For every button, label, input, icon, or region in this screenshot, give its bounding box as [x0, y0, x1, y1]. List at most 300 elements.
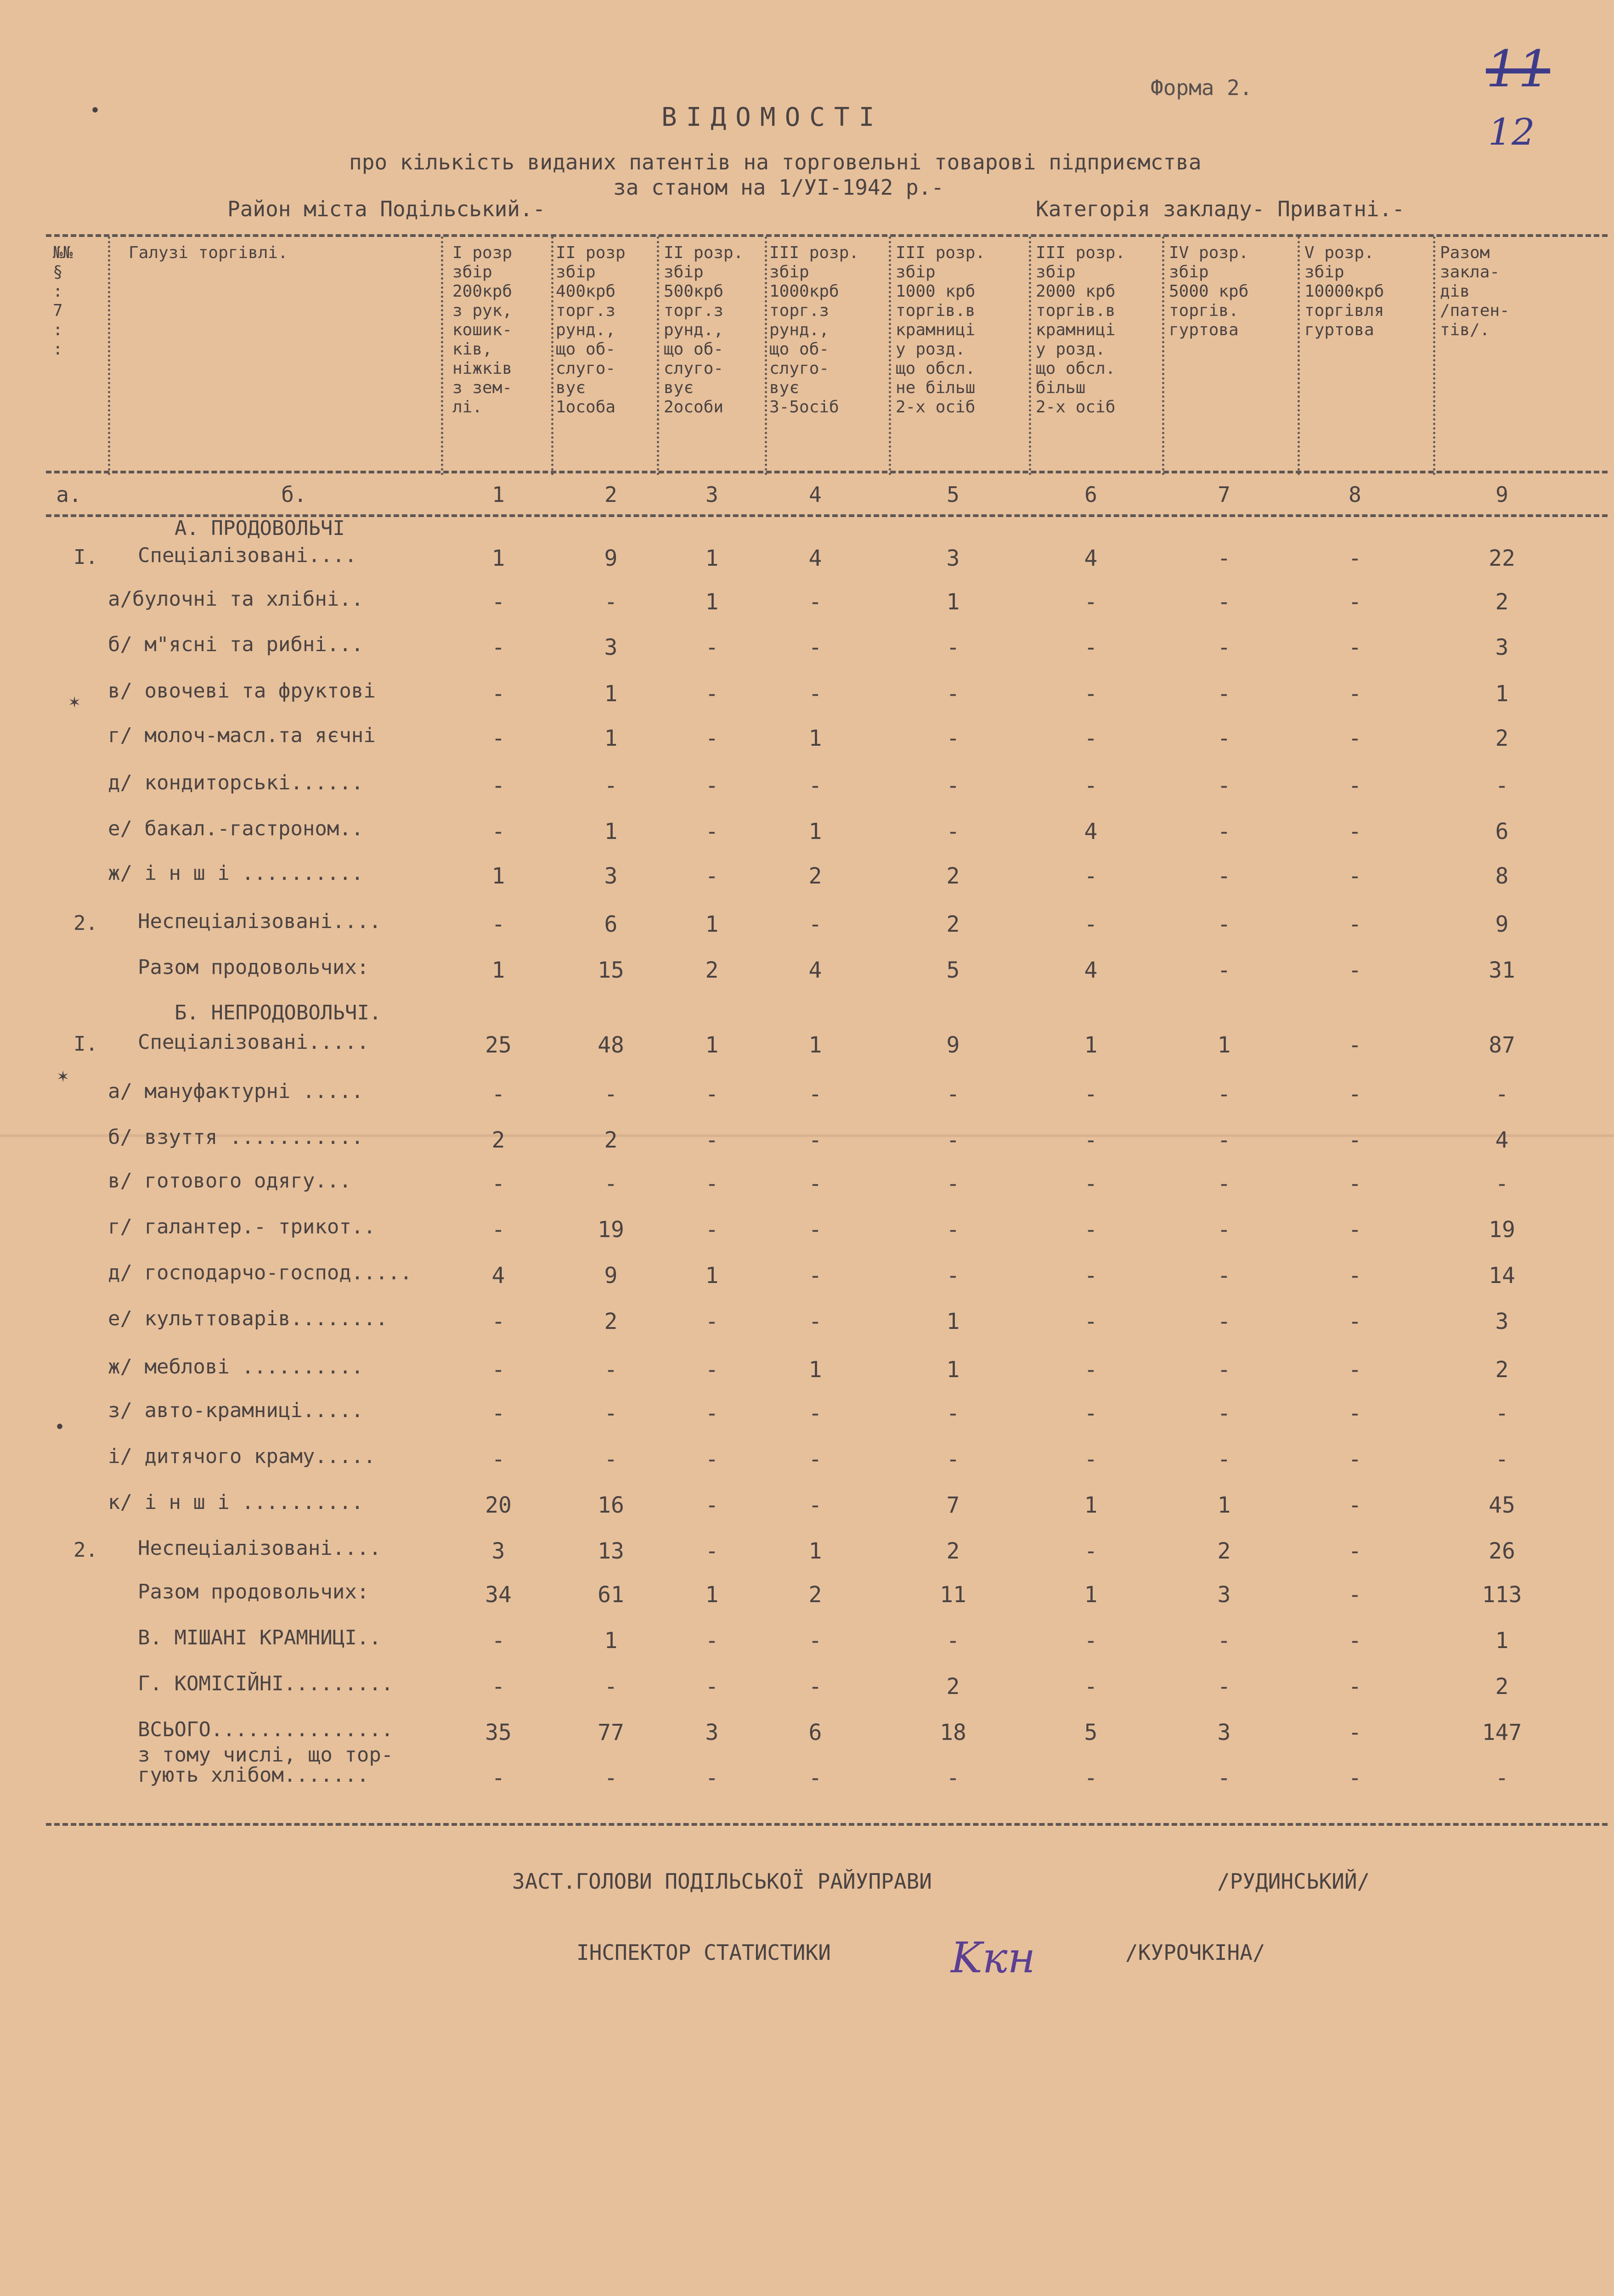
table-cell: - — [808, 773, 822, 799]
table-cell: 2 — [946, 1674, 960, 1699]
table-cell: - — [1348, 681, 1362, 707]
table-cell: 9 — [604, 546, 618, 571]
section-heading: А. ПРОДОВОЛЬЧІ — [175, 517, 345, 540]
table-cell: - — [1084, 1309, 1098, 1334]
table-cell: 11 — [940, 1582, 966, 1608]
table-cell: - — [1217, 1127, 1231, 1153]
row-number: 2. — [73, 1538, 98, 1562]
column-divider — [441, 236, 443, 475]
table-cell: - — [491, 1357, 505, 1383]
table-cell: 34 — [485, 1582, 512, 1608]
table-cell: 2 — [491, 1127, 505, 1153]
table-cell: 1 — [705, 1263, 719, 1289]
table-cell: - — [1084, 1674, 1098, 1699]
table-cell: - — [1084, 1628, 1098, 1654]
table-cell: - — [705, 1401, 719, 1426]
district-label: Район міста Подільський.- — [227, 197, 546, 221]
table-cell: - — [604, 1401, 618, 1426]
document-title: ВІДОМОСТІ — [661, 102, 884, 132]
row-label: ж/ меблові .......... — [108, 1355, 364, 1379]
table-cell: - — [1217, 1263, 1231, 1289]
table-cell: 14 — [1489, 1263, 1515, 1289]
table-cell: - — [705, 1628, 719, 1654]
ink-mark: ✶ — [57, 1065, 69, 1086]
table-cell: - — [604, 1765, 618, 1791]
table-cell: 5 — [1084, 1720, 1098, 1745]
table-cell: 2 — [604, 1309, 618, 1334]
signature-title-1: ЗАСТ.ГОЛОВИ ПОДІЛЬСЬКОЇ РАЙУПРАВИ — [512, 1869, 932, 1894]
ink-mark: ✶ — [69, 691, 80, 712]
page-number-crossed: 11 — [1486, 39, 1550, 98]
table-cell: - — [491, 1081, 505, 1107]
table-cell: - — [1084, 1765, 1098, 1791]
table-cell: 1 — [1084, 1492, 1098, 1518]
table-cell: - — [491, 681, 505, 707]
table-cell: - — [946, 1171, 960, 1197]
signature-name-2: /КУРОЧКІНА/ — [1125, 1940, 1265, 1965]
table-cell: - — [705, 819, 719, 844]
table-cell: - — [705, 773, 719, 799]
table-cell: 1 — [604, 819, 618, 844]
table-cell: 7 — [946, 1492, 960, 1518]
row-label: в/ готового одягу... — [108, 1169, 351, 1193]
column-divider — [1298, 236, 1300, 475]
table-cell: - — [1217, 1674, 1231, 1699]
table-cell: - — [1084, 1171, 1098, 1197]
table-cell: 1 — [604, 1628, 618, 1654]
column-number: 9 — [1495, 482, 1508, 507]
row-label: д/ господарчо-господ..... — [108, 1261, 412, 1284]
table-cell: 3 — [1217, 1582, 1231, 1608]
table-cell: 1 — [808, 1032, 822, 1058]
table-cell: - — [946, 1401, 960, 1426]
table-cell: - — [946, 726, 960, 751]
table-cell: - — [1217, 1401, 1231, 1426]
table-cell: 61 — [598, 1582, 624, 1608]
row-label: Разом продовольчих: — [138, 956, 369, 979]
table-cell: - — [808, 1492, 822, 1518]
row-label: б/ взуття ........... — [108, 1125, 364, 1149]
signature-title-2: ІНСПЕКТОР СТАТИСТИКИ — [576, 1940, 831, 1965]
table-cell: 2 — [1495, 1357, 1509, 1383]
row-label: Спеціалізовані.... — [138, 544, 357, 567]
table-cell: 1 — [705, 1032, 719, 1058]
signature-name-1: /РУДИНСЬКИЙ/ — [1217, 1869, 1370, 1894]
table-cell: 3 — [1217, 1720, 1231, 1745]
column-divider — [551, 236, 553, 475]
table-cell: 1 — [946, 1357, 960, 1383]
column-divider — [889, 236, 891, 475]
table-cell: - — [1084, 1446, 1098, 1472]
table-cell: - — [808, 1628, 822, 1654]
table-cell: - — [1348, 819, 1362, 844]
table-cell: 2 — [1495, 726, 1509, 751]
row-label: ж/ і н ш і .......... — [108, 861, 364, 885]
table-cell: - — [808, 1674, 822, 1699]
table-cell: - — [491, 1674, 505, 1699]
table-cell: - — [705, 1217, 719, 1243]
row-label: а/ мануфактурні ..... — [108, 1080, 364, 1103]
ink-speck: • — [90, 100, 101, 121]
table-cell: 15 — [598, 957, 624, 983]
column-header: №№ § : 7 : : — [53, 243, 73, 359]
table-cell: - — [604, 773, 618, 799]
table-cell: 3 — [604, 635, 618, 660]
table-cell: - — [491, 1401, 505, 1426]
table-cell: - — [1217, 1446, 1231, 1472]
table-cell: - — [604, 1357, 618, 1383]
table-cell: - — [1084, 726, 1098, 751]
table-bottom-rule — [46, 1823, 1608, 1826]
row-label: е/ культтоварів........ — [108, 1307, 388, 1330]
table-cell: - — [705, 1309, 719, 1334]
table-cell: 8 — [1495, 863, 1509, 889]
column-number: 4 — [809, 482, 822, 507]
table-cell: - — [604, 1081, 618, 1107]
table-cell: - — [1084, 589, 1098, 615]
table-cell: 1 — [604, 681, 618, 707]
row-number: 2. — [73, 912, 98, 935]
table-cell: 2 — [946, 912, 960, 937]
table-cell: - — [1348, 635, 1362, 660]
table-cell: 1 — [808, 1357, 822, 1383]
table-cell: 6 — [808, 1720, 822, 1745]
column-number: б. — [281, 482, 307, 507]
table-cell: - — [1084, 681, 1098, 707]
table-cell: 87 — [1489, 1032, 1515, 1058]
table-cell: - — [808, 681, 822, 707]
column-header: III розр. збір 1000крб торг.з рунд., що об- слуго- вує 3-5осіб — [769, 243, 859, 416]
table-cell: - — [1348, 1357, 1362, 1383]
table-cell: - — [705, 1674, 719, 1699]
table-cell: 77 — [598, 1720, 624, 1745]
document-subtitle: про кількість виданих патентів на торговельні товарові підприємства — [349, 150, 1202, 174]
table-cell: - — [1348, 546, 1362, 571]
table-cell: - — [1084, 1401, 1098, 1426]
column-header: IV розр. збір 5000 крб торгів. гуртова — [1169, 243, 1249, 339]
form-label: Форма 2. — [1151, 75, 1253, 100]
table-cell: - — [1348, 1446, 1362, 1472]
table-cell: 147 — [1482, 1720, 1522, 1745]
column-divider — [657, 236, 659, 475]
column-number: 1 — [492, 482, 505, 507]
table-cell: 25 — [485, 1032, 512, 1058]
table-cell: 2 — [1495, 589, 1509, 615]
table-cell: - — [604, 1674, 618, 1699]
row-label: Спеціалізовані..... — [138, 1030, 369, 1054]
table-cell: - — [808, 1171, 822, 1197]
table-cell: - — [1348, 1309, 1362, 1334]
table-cell: - — [705, 1492, 719, 1518]
table-cell: 113 — [1482, 1582, 1522, 1608]
table-cell: 4 — [808, 957, 822, 983]
table-cell: - — [946, 681, 960, 707]
table-cell: - — [1217, 912, 1231, 937]
table-cell: 4 — [1495, 1127, 1509, 1153]
table-cell: - — [946, 1765, 960, 1791]
column-number: 5 — [947, 482, 959, 507]
table-cell: 35 — [485, 1720, 512, 1745]
table-cell: 1 — [491, 957, 505, 983]
table-cell: - — [1217, 546, 1231, 571]
table-cell: - — [1217, 1357, 1231, 1383]
row-label: д/ кондиторські...... — [108, 771, 364, 794]
table-cell: - — [1217, 957, 1231, 983]
table-cell: - — [1217, 773, 1231, 799]
table-cell: - — [1084, 863, 1098, 889]
table-cell: - — [808, 589, 822, 615]
table-cell: 31 — [1489, 957, 1515, 983]
table-cell: 1 — [705, 1582, 719, 1608]
table-cell: - — [808, 1401, 822, 1426]
column-divider — [1162, 236, 1164, 475]
document-date: за станом на 1/УІ-1942 р.- — [613, 175, 944, 200]
table-cell: 19 — [598, 1217, 624, 1243]
table-cell: 2 — [946, 863, 960, 889]
table-cell: 45 — [1489, 1492, 1515, 1518]
table-cell: 2 — [1217, 1538, 1231, 1564]
row-number: I. — [73, 546, 98, 569]
table-cell: - — [808, 1263, 822, 1289]
table-cell: - — [1348, 1171, 1362, 1197]
table-cell: - — [1217, 681, 1231, 707]
table-cell: - — [1495, 1446, 1509, 1472]
table-cell: - — [1348, 1628, 1362, 1654]
table-cell: - — [705, 1538, 719, 1564]
table-cell: - — [1348, 1765, 1362, 1791]
table-cell: 6 — [604, 912, 618, 937]
table-cell: - — [946, 1081, 960, 1107]
table-cell: - — [1348, 1538, 1362, 1564]
table-cell: 1 — [705, 912, 719, 937]
table-cell: 1 — [604, 726, 618, 751]
table-cell: 3 — [946, 546, 960, 571]
table-cell: 1 — [808, 819, 822, 844]
table-cell: - — [1348, 1217, 1362, 1243]
table-cell: - — [1217, 1217, 1231, 1243]
row-label: г/ галантер.- трикот.. — [108, 1215, 376, 1238]
table-cell: - — [1217, 1081, 1231, 1107]
table-cell: 2 — [1495, 1674, 1509, 1699]
table-cell: 4 — [1084, 546, 1098, 571]
row-label: б/ м"ясні та рибні... — [108, 633, 364, 656]
table-cell: - — [1217, 1765, 1231, 1791]
table-cell: - — [946, 1628, 960, 1654]
row-number: I. — [73, 1032, 98, 1056]
table-cell: 9 — [604, 1263, 618, 1289]
table-cell: - — [1495, 1401, 1509, 1426]
table-cell: - — [1217, 863, 1231, 889]
table-cell: 1 — [1495, 1628, 1509, 1654]
table-cell: 1 — [808, 726, 822, 751]
column-header: Галузі торгівлі. — [129, 243, 288, 262]
table-cell: - — [946, 1127, 960, 1153]
table-cell: - — [1348, 1263, 1362, 1289]
table-cell: - — [491, 773, 505, 799]
table-cell: - — [808, 1127, 822, 1153]
table-cell: - — [946, 819, 960, 844]
table-cell: - — [1348, 773, 1362, 799]
table-cell: - — [491, 1446, 505, 1472]
table-cell: 3 — [491, 1538, 505, 1564]
table-cell: 1 — [946, 589, 960, 615]
table-cell: 2 — [808, 1582, 822, 1608]
table-cell: - — [1217, 726, 1231, 751]
row-label: Г. КОМІСІЙНІ......... — [138, 1672, 394, 1695]
table-cell: - — [1495, 1081, 1509, 1107]
table-cell: - — [491, 726, 505, 751]
table-cell: - — [946, 1446, 960, 1472]
table-cell: 1 — [1217, 1032, 1231, 1058]
table-cell: - — [1348, 1032, 1362, 1058]
handwritten-signature: Kкн — [951, 1933, 1036, 1982]
table-cell: - — [1217, 1309, 1231, 1334]
table-cell: 1 — [705, 546, 719, 571]
table-cell: - — [1217, 1171, 1231, 1197]
row-label: а/булочні та хлібні.. — [108, 587, 364, 611]
row-label: ВСЬОГО............... — [138, 1718, 394, 1741]
table-cell: - — [1084, 773, 1098, 799]
table-cell: - — [1348, 1582, 1362, 1608]
table-cell: - — [808, 912, 822, 937]
row-label: е/ бакал.-гастроном.. — [108, 817, 364, 840]
table-cell: - — [808, 1217, 822, 1243]
table-cell: 1 — [491, 863, 505, 889]
table-cell: 4 — [808, 546, 822, 571]
table-cell: - — [1495, 1171, 1509, 1197]
table-cell: - — [1217, 1628, 1231, 1654]
table-cell: - — [604, 589, 618, 615]
table-cell: - — [1084, 1217, 1098, 1243]
table-cell: - — [1084, 1357, 1098, 1383]
table-cell: - — [808, 635, 822, 660]
table-cell: - — [491, 1765, 505, 1791]
column-number: 6 — [1084, 482, 1097, 507]
table-top-rule — [46, 234, 1608, 237]
table-cell: - — [1348, 1492, 1362, 1518]
table-cell: 1 — [1084, 1582, 1098, 1608]
table-cell: - — [1217, 589, 1231, 615]
table-cell: 22 — [1489, 546, 1515, 571]
section-heading: Б. НЕПРОДОВОЛЬЧІ. — [175, 1001, 382, 1024]
table-cell: - — [1495, 1765, 1509, 1791]
table-cell: 3 — [1495, 635, 1509, 660]
table-cell: - — [946, 1217, 960, 1243]
table-cell: - — [705, 726, 719, 751]
table-cell: - — [946, 773, 960, 799]
table-cell: - — [1084, 635, 1098, 660]
column-number: 7 — [1218, 482, 1230, 507]
table-cell: 1 — [946, 1309, 960, 1334]
table-cell: - — [1217, 635, 1231, 660]
table-cell: 19 — [1489, 1217, 1515, 1243]
table-cell: - — [491, 819, 505, 844]
table-cell: - — [808, 1309, 822, 1334]
table-cell: 5 — [946, 957, 960, 983]
table-cell: - — [1217, 819, 1231, 844]
column-number: 8 — [1349, 482, 1361, 507]
column-divider — [765, 236, 767, 475]
table-cell: - — [1348, 726, 1362, 751]
row-label: з тому числі, що тор- гують хлібом....... — [138, 1743, 394, 1787]
table-cell: 4 — [1084, 957, 1098, 983]
table-cell: 1 — [705, 589, 719, 615]
column-divider — [108, 236, 110, 475]
table-cell: - — [491, 589, 505, 615]
column-header: II розр збір 400крб торг.з рунд., що об- слуго- вує 1особа — [556, 243, 626, 416]
ink-mark: • — [54, 1417, 66, 1438]
table-cell: - — [946, 1263, 960, 1289]
table-cell: - — [1348, 1674, 1362, 1699]
table-cell: - — [491, 912, 505, 937]
row-label: і/ дитячого краму..... — [108, 1445, 376, 1468]
table-cell: 9 — [946, 1032, 960, 1058]
table-cell: 4 — [1084, 819, 1098, 844]
row-label: Неспеціалізовані.... — [138, 910, 381, 933]
table-cell: - — [1348, 912, 1362, 937]
column-header: Разом закла- дів /патен- тів/. — [1440, 243, 1510, 339]
row-label: в/ овочеві та фруктові — [108, 679, 376, 703]
row-label: Неспеціалізовані.... — [138, 1536, 381, 1560]
table-cell: - — [1348, 1081, 1362, 1107]
table-cell: - — [1084, 912, 1098, 937]
table-cell: 4 — [491, 1263, 505, 1289]
table-cell: 26 — [1489, 1538, 1515, 1564]
table-cell: 2 — [946, 1538, 960, 1564]
table-cell: - — [491, 1628, 505, 1654]
column-divider — [1029, 236, 1031, 475]
table-cell: 18 — [940, 1720, 966, 1745]
table-cell: - — [1084, 1081, 1098, 1107]
table-cell: - — [1348, 1127, 1362, 1153]
table-cell: - — [491, 1171, 505, 1197]
table-cell: 13 — [598, 1538, 624, 1564]
table-cell: 3 — [705, 1720, 719, 1745]
column-header: V розр. збір 10000крб торгівля гуртова — [1304, 243, 1384, 339]
row-label: г/ молоч-масл.та яєчні — [108, 724, 376, 747]
table-cell: - — [808, 1081, 822, 1107]
table-cell: - — [705, 1127, 719, 1153]
row-label: Разом продовольчих: — [138, 1580, 369, 1604]
table-cell: - — [705, 863, 719, 889]
table-cell: - — [1348, 1720, 1362, 1745]
table-cell: - — [808, 1446, 822, 1472]
column-number: 3 — [705, 482, 718, 507]
table-cell: - — [604, 1171, 618, 1197]
table-cell: - — [1348, 957, 1362, 983]
table-cell: - — [705, 1081, 719, 1107]
table-cell: 6 — [1495, 819, 1509, 844]
column-number: 2 — [604, 482, 617, 507]
column-divider — [1433, 236, 1435, 475]
column-header: II розр. збір 500крб торг.з рунд., що об- слуго- вує 2особи — [664, 243, 744, 416]
table-cell: - — [491, 1217, 505, 1243]
table-cell: 3 — [1495, 1309, 1509, 1334]
table-cell: - — [1084, 1263, 1098, 1289]
table-cell: 3 — [604, 863, 618, 889]
table-cell: - — [705, 1446, 719, 1472]
table-cell: - — [1348, 589, 1362, 615]
table-cell: - — [705, 635, 719, 660]
page-number: 12 — [1488, 111, 1535, 153]
table-cell: 1 — [808, 1538, 822, 1564]
table-cell: - — [1495, 773, 1509, 799]
table-cell: - — [491, 1309, 505, 1334]
table-cell: - — [808, 1765, 822, 1791]
table-cell: 1 — [491, 546, 505, 571]
table-cell: 2 — [808, 863, 822, 889]
table-cell: 20 — [485, 1492, 512, 1518]
